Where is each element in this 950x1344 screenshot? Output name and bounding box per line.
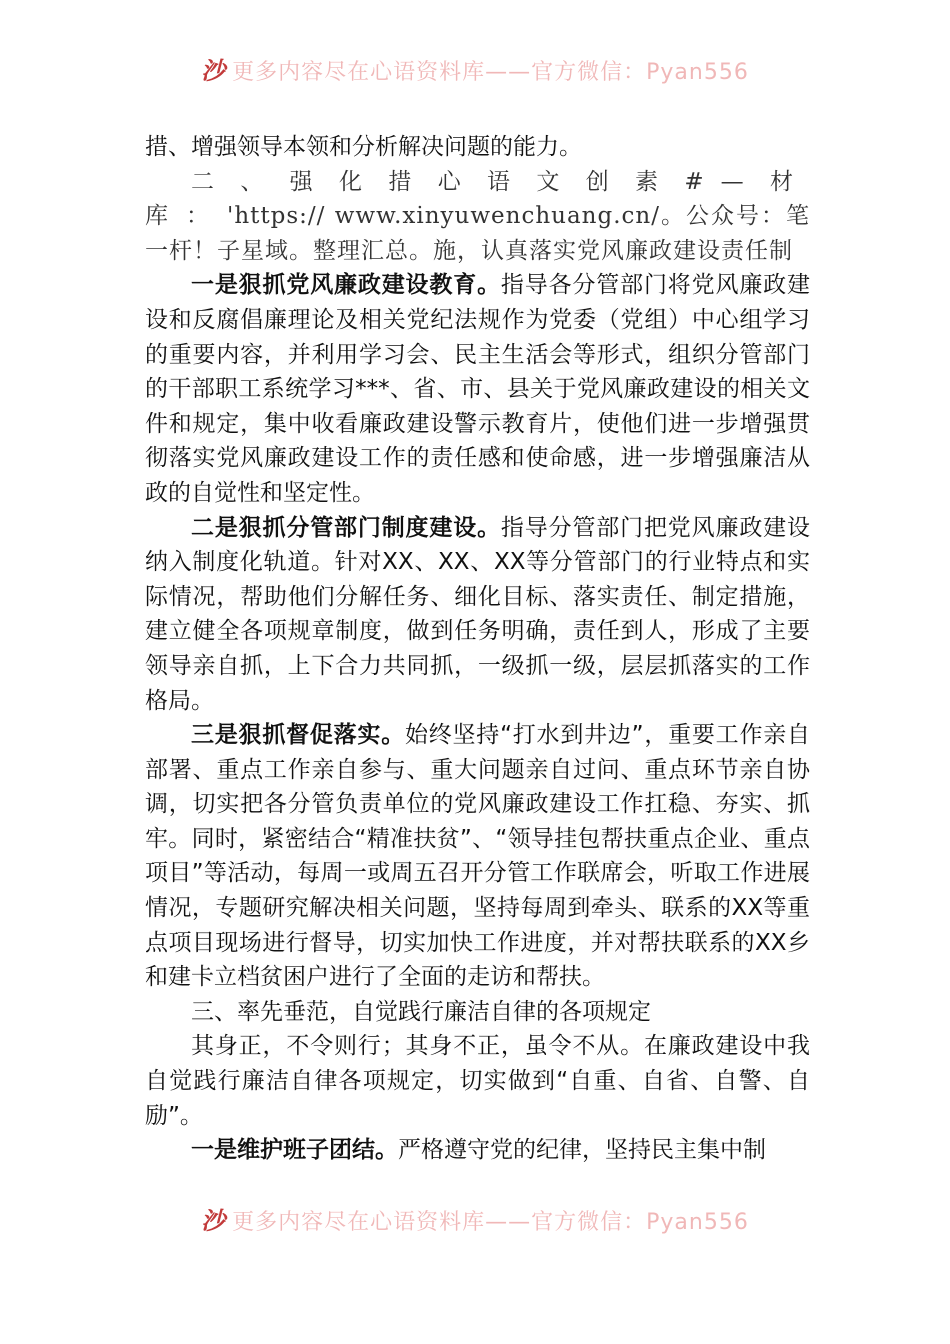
brand-logo-icon: 沙 xyxy=(201,57,227,85)
paragraph-supervision-lead: 三是狠抓督促落实。 xyxy=(191,722,405,749)
section-heading-spaced-text: 二、强化措心语文创素#—材库： xyxy=(145,168,810,230)
brand-logo-icon: 沙 xyxy=(201,1207,227,1235)
document-body xyxy=(145,130,810,1168)
header-watermark-banner xyxy=(0,56,950,86)
paragraph-education xyxy=(145,268,810,510)
paragraph-supervision-text: 始终坚持“打水到井边”，重要工作亲自部署、重点工作亲自参与、重大问题亲自过问、重点环节亲自协调，切实把各分管负责单位的党风廉政建设工作扛稳、夯实、抓牢。同时，紧密结合“精准扶贫”、“领导挂包帮扶重点企业、重点项目”等活动，每周一或周五召开分管工作联席会，听取工作进展情况，专题研究解决相关问题，坚持每周到牵头、联系的XX等重点项目现场进行督导，切实加快工作进度，并对帮扶联系的XX乡和建卡立档贫困户进行了全面的走访和帮扶。 xyxy=(145,722,810,991)
paragraph-continuation: 措、增强领导本领和分析解决问题的能力。 xyxy=(145,134,582,160)
paragraph-education-lead: 一是狠抓党风廉政建设教育。 xyxy=(191,272,501,299)
footer-watermark-text: 更多内容尽在心语资料库——官方微信：Pyan556 xyxy=(232,1210,749,1235)
paragraph-supervision xyxy=(145,718,810,995)
section-heading-3: 三、率先垂范，自觉践行廉洁自律的各项规定 xyxy=(191,998,651,1025)
paragraph-section-heading-2 xyxy=(145,165,810,269)
paragraph-team-unity-lead: 一是维护班子团结。 xyxy=(191,1137,398,1164)
paragraph-team-unity xyxy=(145,1133,810,1168)
paragraph-self-discipline: 其身正，不令则行；其身不正，虽令不从。在廉政建设中我自觉践行廉洁自律各项规定，切实做到“自重、自省、自警、自励”。 xyxy=(145,1033,810,1129)
section-heading-url-text: 'https:// www.xinyuwenchuang.cn/。公众号：笔一杆！子星域。整理汇总。施，认真落实党风廉政建设责任制 xyxy=(145,203,811,264)
paragraph-team-unity-text: 严格遵守党的纪律，坚持民主集中制 xyxy=(398,1137,766,1164)
paragraph-system-building-lead: 二是狠抓分管部门制度建设。 xyxy=(191,514,501,541)
footer-watermark-banner xyxy=(0,1206,950,1236)
paragraph-system-building xyxy=(145,511,810,719)
header-watermark-text: 更多内容尽在心语资料库——官方微信：Pyan556 xyxy=(232,60,749,85)
paragraph-system-building-text: 指导分管部门把党风廉政建设纳入制度化轨道。针对XX、XX、XX等分管部门的行业特点和实际情况，帮助他们分解任务、细化目标、落实责任、制定措施，建立健全各项规章制度，做到任务明确，责任到人，形成了主要领导亲自抓，上下合力共同抓，一级抓一级，层层抓落实的工作格局。 xyxy=(145,514,811,714)
paragraph-education-text: 指导各分管部门将党风廉政建设和反腐倡廉理论及相关党纪法规作为党委（党组）中心组学习的重要内容，并利用学习会、民主生活会等形式，组织分管部门的干部职工系统学习***、省、市、县关于党风廉政建设的相关文件和规定，集中收看廉政建设警示教育片，使他们进一步增强贯彻落实党风廉政建设工作的责任感和使命感，进一步增强廉洁从政的自觉性和坚定性。 xyxy=(145,272,811,506)
